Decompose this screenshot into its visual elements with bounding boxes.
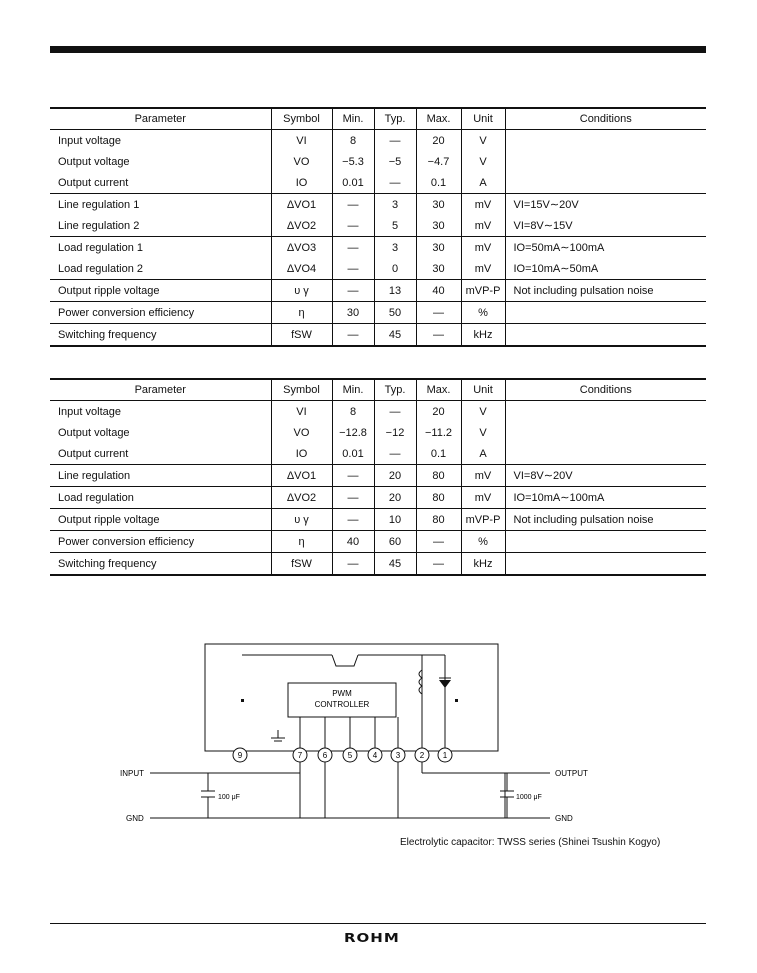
- cell-unit: V: [461, 422, 505, 443]
- table-row: [50, 509, 706, 531]
- cell-typ: —: [374, 401, 416, 423]
- cell-typ: −5: [374, 151, 416, 172]
- cell-unit: V: [461, 130, 505, 152]
- cell-min: —: [332, 324, 374, 347]
- cell-parameter: Output current: [58, 447, 129, 460]
- cell-unit: kHz: [461, 553, 505, 576]
- cell-parameter: Power conversion efficiency: [50, 531, 271, 553]
- cell-conditions: VI=8V∼20V: [505, 465, 706, 487]
- column-header-typ: Typ.: [374, 108, 416, 130]
- cell-conditions: [505, 422, 706, 443]
- cell-max: −11.2: [416, 422, 461, 443]
- cell-parameter: Load regulation: [50, 487, 271, 509]
- cell-unit: kHz: [461, 324, 505, 347]
- cell-unit: mV: [461, 258, 505, 280]
- cell-symbol: VO: [271, 151, 332, 172]
- cell-parameter: Output voltage: [58, 155, 130, 168]
- cell-max: —: [416, 302, 461, 324]
- cell-symbol: IO: [271, 443, 332, 465]
- cell-typ: 5: [374, 215, 416, 237]
- application-circuit-diagram: [100, 630, 700, 830]
- cell-min: −12.8: [332, 422, 374, 443]
- cell-max: 30: [416, 194, 461, 216]
- cell-symbol: VI: [271, 130, 332, 152]
- cell-conditions: [505, 130, 706, 152]
- table-row: [50, 531, 706, 553]
- cell-max: 80: [416, 509, 461, 531]
- table-row: [50, 194, 706, 216]
- cell-min: —: [332, 194, 374, 216]
- cell-parameter: Output ripple voltage: [50, 509, 271, 531]
- cell-max: 80: [416, 487, 461, 509]
- spec-table-2: [50, 378, 706, 576]
- pin-group: [233, 748, 452, 762]
- pin-label: 6: [322, 751, 328, 760]
- table-row: [50, 237, 706, 259]
- cell-max: —: [416, 324, 461, 347]
- column-header-min: Min.: [332, 108, 374, 130]
- table-row: [50, 302, 706, 324]
- cell-symbol: υ γ: [271, 509, 332, 531]
- column-header-parameter: Parameter: [50, 108, 271, 130]
- cell-unit: mVP-P: [461, 280, 505, 302]
- cell-max: −4.7: [416, 151, 461, 172]
- cell-max: 30: [416, 258, 461, 280]
- table-row: [50, 280, 706, 302]
- table-body: [50, 130, 706, 347]
- cell-parameter: Load regulation 1: [50, 237, 271, 259]
- output-capacitor-label: 1000 μF: [516, 794, 542, 801]
- cell-symbol: fSW: [271, 324, 332, 347]
- table-row: [50, 443, 706, 465]
- rohm-logo: ROHM: [344, 930, 400, 946]
- cell-conditions: [505, 172, 706, 194]
- cell-symbol: ΔVO4: [271, 258, 332, 280]
- cell-max: 40: [416, 280, 461, 302]
- cell-typ: 13: [374, 280, 416, 302]
- cell-max: 30: [416, 237, 461, 259]
- cell-symbol: ΔVO1: [271, 465, 332, 487]
- cell-symbol: IO: [271, 172, 332, 194]
- table-row: [50, 324, 706, 347]
- cell-symbol: ΔVO1: [271, 194, 332, 216]
- cell-unit: mV: [461, 487, 505, 509]
- column-header-symbol: Symbol: [271, 108, 332, 130]
- cell-typ: 60: [374, 531, 416, 553]
- controller-label-line1: PWM: [332, 689, 352, 698]
- spec-table-1: [50, 107, 706, 347]
- cell-unit: mV: [461, 194, 505, 216]
- cell-unit: mV: [461, 237, 505, 259]
- cell-unit: V: [461, 401, 505, 423]
- output-label: OUTPUT: [555, 769, 588, 778]
- cell-unit: mV: [461, 215, 505, 237]
- cell-unit: mVP-P: [461, 509, 505, 531]
- cell-typ: —: [374, 172, 416, 194]
- column-header-typ: Typ.: [374, 379, 416, 401]
- cell-max: 30: [416, 215, 461, 237]
- pin-label: 9: [237, 751, 243, 760]
- cell-parameter: Output voltage: [58, 426, 130, 439]
- cell-min: 40: [332, 531, 374, 553]
- cell-parameter: Line regulation 1: [50, 194, 271, 216]
- cell-max: 0.1: [416, 172, 461, 194]
- input-label: INPUT: [120, 769, 144, 778]
- cell-min: −5.3: [332, 151, 374, 172]
- cell-min: 30: [332, 302, 374, 324]
- table-row: [50, 401, 706, 423]
- cell-min: —: [332, 215, 374, 237]
- footer-rule: [50, 923, 706, 924]
- column-header-parameter: Parameter: [50, 379, 271, 401]
- pin-label: 7: [297, 751, 303, 760]
- capacitor-caption: Electrolytic capacitor: TWSS series (Shinei Tsushin Kogyo): [400, 837, 661, 848]
- cell-parameter: Input voltage: [58, 405, 121, 418]
- cell-conditions: [505, 151, 706, 172]
- cell-symbol: η: [271, 302, 332, 324]
- cell-conditions: IO=50mA∼100mA: [505, 237, 706, 259]
- diode-icon: [439, 680, 451, 688]
- table-row: [50, 151, 706, 172]
- table-body: [50, 401, 706, 576]
- cell-min: —: [332, 553, 374, 576]
- cell-conditions: VI=8V∼15V: [505, 215, 706, 237]
- cell-min: —: [332, 465, 374, 487]
- column-header-unit: Unit: [461, 108, 505, 130]
- table-row: [50, 553, 706, 576]
- cell-parameter: Power conversion efficiency: [50, 302, 271, 324]
- cell-conditions: IO=10mA∼100mA: [505, 487, 706, 509]
- cell-unit: A: [461, 172, 505, 194]
- cell-unit: V: [461, 151, 505, 172]
- table-row: [50, 258, 706, 280]
- cell-typ: −12: [374, 422, 416, 443]
- table-row: [50, 487, 706, 509]
- table-row: [50, 215, 706, 237]
- cell-conditions: VI=15V∼20V: [505, 194, 706, 216]
- cell-unit: mV: [461, 465, 505, 487]
- cell-min: 8: [332, 130, 374, 152]
- cell-conditions: [505, 531, 706, 553]
- cell-typ: 10: [374, 509, 416, 531]
- pin-label: 1: [442, 751, 448, 760]
- cell-max: —: [416, 553, 461, 576]
- cell-min: —: [332, 237, 374, 259]
- cell-typ: 3: [374, 237, 416, 259]
- cell-min: —: [332, 509, 374, 531]
- cell-parameter: Switching frequency: [50, 324, 271, 347]
- cell-parameter: Output ripple voltage: [50, 280, 271, 302]
- cell-symbol: VI: [271, 401, 332, 423]
- column-header-unit: Unit: [461, 379, 505, 401]
- cell-symbol: υ γ: [271, 280, 332, 302]
- column-header-conditions: Conditions: [505, 108, 706, 130]
- cell-typ: 45: [374, 324, 416, 347]
- column-header-conditions: Conditions: [505, 379, 706, 401]
- cell-max: 0.1: [416, 443, 461, 465]
- cell-typ: 50: [374, 302, 416, 324]
- cell-min: —: [332, 258, 374, 280]
- cell-max: 80: [416, 465, 461, 487]
- header-rule: [50, 46, 706, 53]
- cell-symbol: fSW: [271, 553, 332, 576]
- pin-label: 4: [372, 751, 378, 760]
- cell-min: 0.01: [332, 172, 374, 194]
- cell-parameter: Load regulation 2: [58, 262, 144, 275]
- cell-parameter: Input voltage: [58, 134, 121, 147]
- cell-typ: —: [374, 130, 416, 152]
- column-header-max: Max.: [416, 379, 461, 401]
- column-header-symbol: Symbol: [271, 379, 332, 401]
- cell-typ: 20: [374, 487, 416, 509]
- cell-parameter: Switching frequency: [50, 553, 271, 576]
- table-header-row: [50, 379, 706, 401]
- table-row: [50, 130, 706, 152]
- cell-unit: %: [461, 531, 505, 553]
- cell-max: 20: [416, 130, 461, 152]
- cell-symbol: VO: [271, 422, 332, 443]
- cell-typ: —: [374, 443, 416, 465]
- cell-max: —: [416, 531, 461, 553]
- cell-conditions: [505, 324, 706, 347]
- cell-typ: 20: [374, 465, 416, 487]
- column-header-max: Max.: [416, 108, 461, 130]
- cell-conditions: [505, 401, 706, 423]
- table-row: [50, 422, 706, 443]
- cell-conditions: [505, 443, 706, 465]
- cell-min: —: [332, 280, 374, 302]
- cell-conditions: Not including pulsation noise: [505, 509, 706, 531]
- input-capacitor-label: 100 μF: [218, 794, 240, 801]
- gnd-label-right: GND: [555, 814, 573, 823]
- table-row: [50, 465, 706, 487]
- cell-typ: 3: [374, 194, 416, 216]
- cell-parameter: Output current: [58, 176, 129, 189]
- cell-symbol: ΔVO2: [271, 215, 332, 237]
- cell-unit: A: [461, 443, 505, 465]
- cell-typ: 45: [374, 553, 416, 576]
- cell-min: —: [332, 487, 374, 509]
- pin-label: 2: [419, 751, 425, 760]
- cell-min: 8: [332, 401, 374, 423]
- cell-symbol: η: [271, 531, 332, 553]
- pin-label: 3: [395, 751, 401, 760]
- cell-conditions: [505, 302, 706, 324]
- cell-unit: %: [461, 302, 505, 324]
- cell-symbol: ΔVO2: [271, 487, 332, 509]
- table-row: [50, 172, 706, 194]
- cell-symbol: ΔVO3: [271, 237, 332, 259]
- column-header-min: Min.: [332, 379, 374, 401]
- controller-label-line2: CONTROLLER: [314, 700, 370, 709]
- table-header-row: [50, 108, 706, 130]
- cell-parameter: Line regulation: [50, 465, 271, 487]
- gnd-label-left: GND: [126, 814, 144, 823]
- cell-conditions: [505, 553, 706, 576]
- cell-conditions: IO=10mA∼50mA: [505, 258, 706, 280]
- cell-typ: 0: [374, 258, 416, 280]
- cell-parameter: Line regulation 2: [58, 219, 140, 232]
- pin-label: 5: [347, 751, 353, 760]
- cell-max: 20: [416, 401, 461, 423]
- cell-conditions: Not including pulsation noise: [505, 280, 706, 302]
- cell-min: 0.01: [332, 443, 374, 465]
